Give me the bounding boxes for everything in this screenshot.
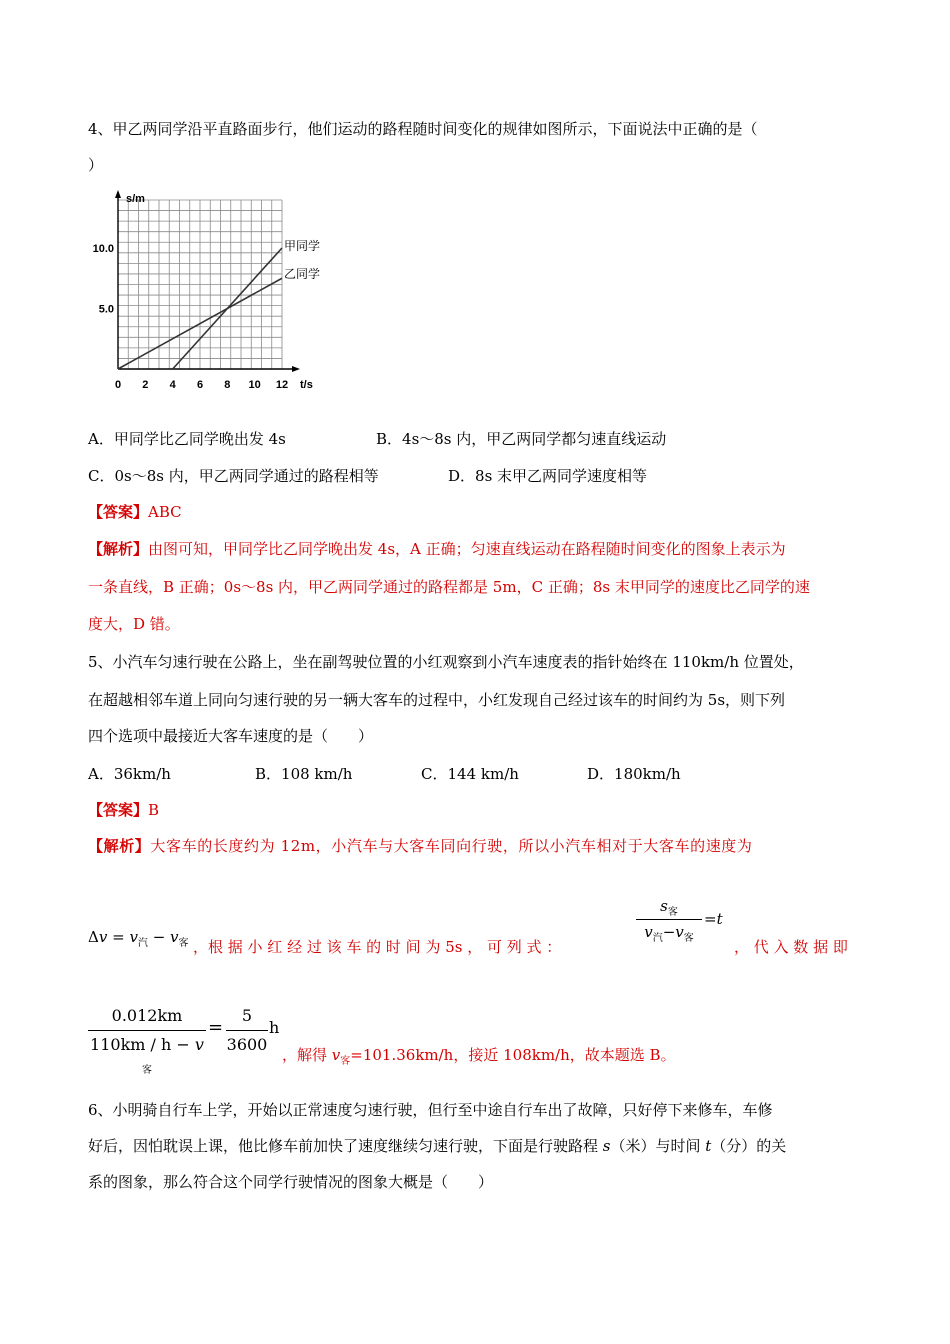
q5-option-b: B．108 km/h (255, 765, 353, 783)
x-tick-label: 8 (224, 379, 231, 391)
chart-ticks (93, 193, 313, 391)
q5-stem-line3: 四个选项中最接近大客车速度的是（ ） (88, 727, 374, 745)
x-axis-label: t/s (300, 379, 313, 391)
q5-equals-t: =t (704, 910, 723, 928)
q4-answer-value: ABC (148, 503, 182, 521)
chart-grid (118, 200, 282, 369)
q5-answer-value: B (148, 801, 160, 819)
q6-stem-line2b: （米）与时间 (610, 1137, 706, 1155)
q5-analysis-line1 (88, 836, 753, 856)
q5-eq-unit: h (269, 1018, 280, 1037)
x-tick-label: 10 (248, 379, 261, 391)
y-tick-label: 5.0 (98, 303, 114, 316)
q4-analysis-line2: 一条直线，B 正确；0s～8s 内，甲乙两同学通过的路程都是 5m，C 正确；8s 末甲同学的速度比乙同学的速 (88, 578, 810, 596)
q4-analysis-line3: 度大，D 错。 (88, 615, 180, 633)
q4-analysis-text1: 由图可知，甲同学比乙同学晚出发 4s，A 正确；匀速直线运动在路程随时间变化的图象上表示为 (148, 540, 786, 558)
y-axis-arrow (115, 190, 121, 198)
q6-stem-line2c: （分）的关 (711, 1137, 787, 1155)
q5-analysis-mid1: ，根 据 小 红 经 过 该 车 的 时 间 为 5s ， 可 列 式 ： (193, 938, 562, 956)
q4-option-b: B．4s～8s 内，甲乙两同学都匀速直线运动 (376, 430, 667, 448)
q4-option-d: D．8s 末甲乙两同学速度相等 (448, 467, 648, 485)
q4-stem-line1: 4、甲乙两同学沿平直路面步行，他们运动的路程随时间变化的规律如图所示，下面说法中正确的是（ (88, 120, 758, 138)
x-axis-arrow (292, 366, 300, 372)
x-tick-label: 12 (275, 379, 289, 391)
y-axis-label: s/m (126, 193, 145, 205)
q5-analysis-text1: 大客车的长度约为 12m，小汽车与大客车同向行驶，所以小汽车相对于大客车的速度为 (150, 837, 753, 855)
q5-option-c: C．144 km/h (421, 765, 519, 783)
q4-analysis-line1 (88, 539, 786, 559)
q5-analysis-tag: 【解析】 (88, 837, 151, 855)
q4-answer-tag: 【答案】 (88, 503, 149, 521)
q5-answer-tag: 【答案】 (88, 801, 149, 819)
q4-option-a: A．甲同学比乙同学晚出发 4s (88, 430, 286, 448)
x-tick-label: 2 (142, 379, 149, 391)
q5-analysis-mid2: ， 代 入 数 据 即 (734, 938, 848, 956)
q6-stem-line2: 好后，因怕耽误上课，他比修车前加快了速度继续匀速行驶，下面是行驶路程 s（米）与时间 t（分）的关 (88, 1137, 787, 1155)
q6-stem-line2a: 好后，因怕耽误上课，他比修车前加快了速度继续匀速行驶，下面是行驶路程 (88, 1137, 603, 1155)
q5-substituted-fraction-right (226, 1006, 268, 1054)
q5-time-fraction: $s_客$ $v_汽-v_客$ (636, 897, 702, 944)
q5-eq-denominator-left: 110km / h − (90, 1035, 195, 1054)
q4-stem-line2: ） (88, 156, 104, 174)
series-label-1: 乙同学 (284, 267, 321, 281)
x-tick-label: 6 (196, 379, 204, 391)
q6-stem-line3: 系的图象，那么符合这个同学行驶情况的图象大概是（ ） (88, 1173, 494, 1191)
x-tick-label: 0 (114, 379, 122, 391)
q5-eq-denominator-right: 3600 (226, 1030, 268, 1054)
q5-answer (88, 800, 159, 820)
q5-substituted-fraction-left: 0.012km $110km / h - v_客$ (88, 1006, 206, 1076)
q6-stem-line1: 6、小明骑自行车上学，开始以正常速度匀速行驶，但行至中途自行车出了故障，只好停下来修车，车修 (88, 1101, 773, 1119)
q5-option-d: D．180km/h (587, 765, 681, 783)
q5-eq-numerator-right: 5 (241, 1006, 253, 1025)
q4-answer (88, 502, 182, 522)
y-tick-label: 10.0 (92, 243, 114, 255)
chart-axes (115, 190, 300, 372)
x-tick-label: 4 (169, 379, 176, 391)
q5-stem-line1: 5、小汽车匀速行驶在公路上，坐在副驾驶位置的小红观察到小汽车速度表的指针始终在 110km/h 位置处， (88, 653, 804, 671)
q4-analysis-tag: 【解析】 (88, 540, 149, 558)
q5-eq-numerator-left: 0.012km (111, 1006, 183, 1025)
q5-stem-line2: 在超越相邻车道上同向匀速行驶的另一辆大客车的过程中，小红发现自己经过该车的时间约为 5s，则下列 (88, 691, 786, 709)
q5-tail-text2: =101.36km/h，接近 108km/h，故本题选 B。 (350, 1046, 676, 1064)
q5-relative-speed-formula: $\Delta v = v_汽 - v_客$ (88, 928, 189, 949)
q5-tail-text1: ，解得 (282, 1046, 332, 1064)
distance-time-chart (86, 188, 336, 398)
q5-option-a: A．36km/h (88, 765, 171, 783)
q5-eq-equals: = (208, 1017, 224, 1038)
q4-option-c: C．0s～8s 内，甲乙两同学通过的路程相等 (88, 467, 379, 485)
series-label-0: 甲同学 (284, 239, 321, 253)
q5-analysis-tail: ，解得 $v_客=101.36km/h$，接近 108km/h，故本题选 B。 (282, 1046, 676, 1067)
chart-series (118, 239, 320, 369)
